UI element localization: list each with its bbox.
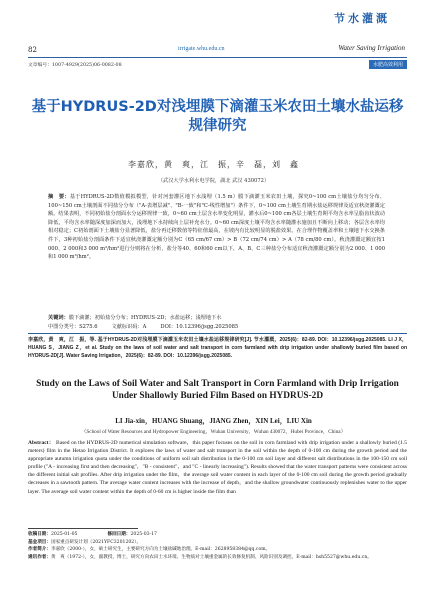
first-author-line: 作者简介：李嘉欣（2000-），女，硕士研究生，主要研究方向为土壤盐碱地治理。E-mail：2628958384@qq.com。 — [28, 547, 271, 553]
abstract-en-label: Abstract： — [28, 440, 55, 446]
affiliation-en: （School of Water Resources and Hydropower Engineering，Wuhan University，Wuhan 430072，Hubei Province，China） — [81, 429, 346, 435]
abstract-cn-label: 摘 要： — [48, 194, 70, 200]
journal-name-en: Water Saving Irrigation — [338, 44, 405, 52]
section-tag: 水肥高效利用 — [369, 60, 407, 69]
footnotes — [28, 531, 407, 561]
keywords-cn-label: 关键词： — [48, 315, 69, 321]
corresponding-author-line: 通讯作者：黄 爽（1972-），女，副教授，博士，研究方向农田土水环境、生物质对土壤重金属的长效修复机制、风险识别及调控。E-mail：hsh5527@whu.edu.cn。 — [28, 554, 372, 560]
article-id: 文章编号：1007-4929(2025)06-0082-08 — [28, 63, 122, 68]
authors-cn: 李嘉欣，黄 爽，江 振，辛 磊，刘 鑫 — [128, 160, 299, 169]
journal-url[interactable]: irrigate.whu.edu.cn — [178, 46, 225, 52]
abstract-cn-text: 基于HYDRUS-2D数值模拟模型，针对河套灌区地下水浅埋（1.5 m）膜下滴灌玉米农田土壤，探究0~100 cm土壤盐分均匀分布、100~150 cm土壤剖面不同盐分分布（"A-表增层减"、"B-一致"和"C-线性增加"）条件下，0~100 cm土壤生育期水盐运移规律及适宜秋浇灌溉定额。结果表明，不同初始盐分剖面水分运移规律一致，0~60 cm土层含水率变化明显，灌水后0~100 cm各层土壤生育期平均含水率呈脂齿状波动降低，平均含水率随深度加深而加大，浅埋地下水持续向上层补充水分。0~60 cm深度土壤平均含水率随灌水施加且不断向上移动；各层含水率均相对稳定；C初始剖面下土壤盐分显著降低，盐分再迁移数值等特征值最高，在坡内有比较明显的脱盐效果。在合理作物覆盖率和土壤地下水交换条件下，3种初始盐分剖面条件下适宜秋浇灌溉定额分别为C（65 cm/67 cm）> B（72 cm/74 cm）> A（78 cm/80 cm）。秋浇灌溉定额宜按1 000、2 000和3 000 m³/hm²进行分则将在分析，盐分等40、60和60 cm以下，A、B、C三种盐分分布适宜秋浇灌溉定额分别为2 000、1 000和1 000 m³/hm²。 — [48, 194, 385, 261]
journal-logo — [317, 10, 407, 26]
classification-line — [48, 323, 385, 330]
citation-divider — [28, 333, 407, 334]
received-date: 收稿日期：2025-01-05 — [28, 532, 78, 537]
citation-block — [28, 336, 407, 360]
clc-number: 中图分类号：S275.6 — [48, 324, 98, 330]
revised-date: 修回日期：2025-03-17 — [107, 532, 157, 537]
citation-en: LI J X，HUANG S，JIANG Z，et al. Study on the laws of soil water and salt transport in corn farmland with drip irrigation under shallowly buried film based on HYDRUS-2D[J]. Water Saving Irrigation，2025(6)：82-89. DOI：10.12396/jsgg.2025085. — [28, 337, 407, 359]
dates-row — [28, 531, 407, 539]
abstract-en — [28, 439, 407, 496]
citation-cn: 李嘉欣，黄 爽，江 振，等. 基于HYDRUS-2D对浅埋膜下滴灌玉米农田土壤水盐运移规律研究[J]. 节水灌溉，2025(6)：82-89. DOI：10.12396/jsgg.2025085. — [28, 337, 387, 343]
header-divider — [28, 57, 407, 58]
title-cn: 基于HYDRUS-2D对浅埋膜下滴灌玉米农田土壤水盐运移规律研究 — [31, 99, 404, 134]
page-number: 82 — [28, 46, 37, 54]
authors-en: LI Jia-xin，HUANG Shuang，JIANG Zhen，XIN Lei，LIU Xin — [115, 417, 312, 425]
title-en: Study on the Laws of Soil Water and Salt Transport in Corn Farmland with Drip Irrigation Under Shallowly Buried Film Based on HYDRUS-2D — [36, 379, 399, 401]
abstract-cn — [48, 193, 385, 262]
doi-cn[interactable]: DOI：10.12396/jsgg.2025085 — [160, 324, 239, 330]
fund-line: 基金项目：国家重点研发计划（2021YFC3201202）。 — [28, 539, 142, 545]
keywords-cn — [48, 314, 385, 321]
abstract-en-text: Based on the HYDRUS-2D numerical simulation software，this paper focuses on the soil in corn farmland with drip irrigation under a shallowly buried (1.5 meters) film in the Hetao Irrigation District. It explores the laws of water and salt transport in the soil within the depth of 0-100 cm during the growth period and the appropriate autumn irrigation quota under the conditions of uniform soil salt distribution in the 0-100 cm soil layer and different salt distributions in the 100-150 cm soil profile ("A - increasing first and then decreasing"，"B - consistent"，and "C - linearly increasing"). Results showed that the water transport patterns were consistent across the different initial salt profiles. After drip irrigation under the film，the average soil water content in each layer of the 0-100 cm soil during the growth period gradually decreases in a sawtooth pattern. The average water content increases with the increase of depth，and the shallow groundwater continuously replenishes water to the upper layer. The average soil water content within the depth of 0-60 cm is higher inside the film than — [28, 440, 408, 495]
affiliation-cn: （武汉大学水利水电学院，湖北 武汉 430072） — [157, 178, 270, 184]
footer-divider — [28, 528, 138, 529]
keywords-cn-text: 膜下滴灌；初始盐分分布；HYDRUS-2D；水盐运移；浅埋地下水 — [68, 315, 222, 321]
journal-logo-text: 节水灌溉 — [334, 12, 390, 25]
doc-code: 文献标识码：A — [111, 324, 147, 330]
